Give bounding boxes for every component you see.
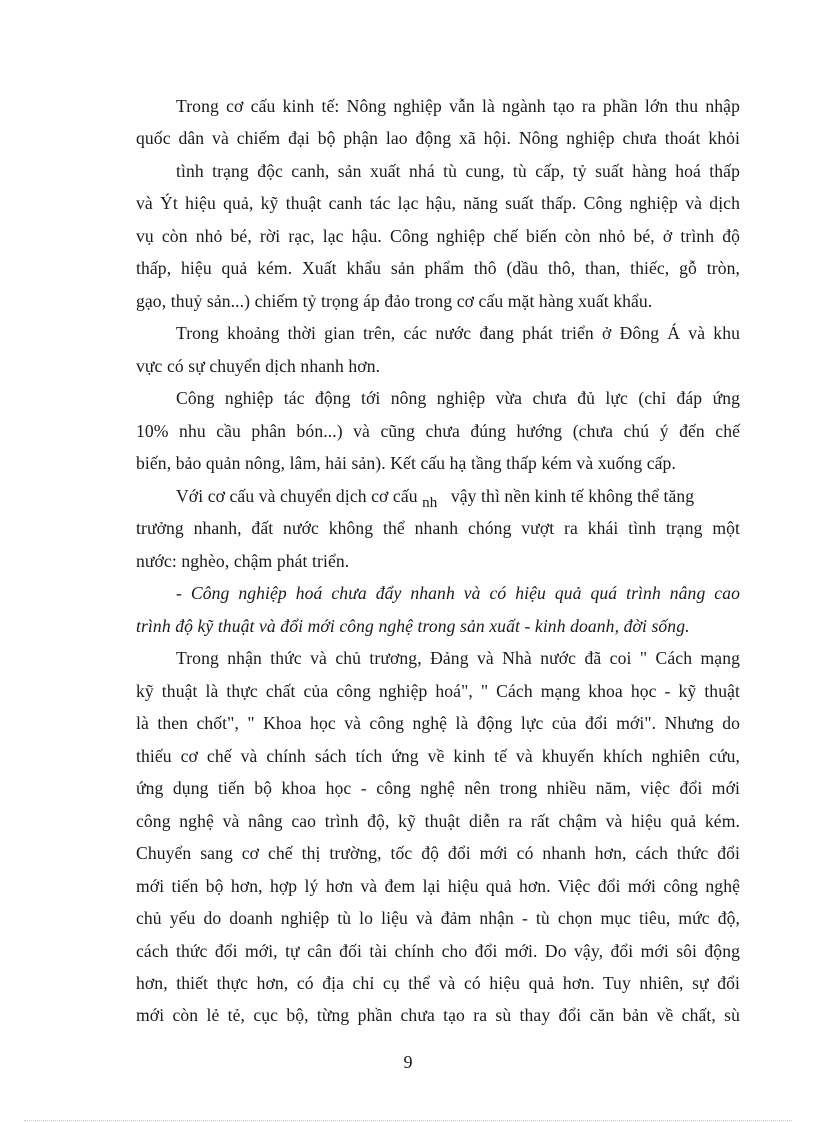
text-line: thiếu cơ chế và chính sách tích ứng về kinh tế và khuyến khích nghiên cứu, [136, 746, 740, 766]
text-line: 10% nhu cầu phân bón...) và cũng chưa đúng hướng (chưa chú ý đến chế [136, 421, 740, 441]
text-line: vụ còn nhỏ bé, rời rạc, lạc hậu. Công nghiệp chế biến còn nhỏ bé, ở trình độ [136, 226, 740, 246]
text-line: cách thức đổi mới, tự cân đối tài chính cho đổi mới. Do vậy, đổi mới sôi động [136, 941, 740, 961]
text-line: nước: nghèo, chậm phát triển. [136, 551, 350, 571]
text-line: Trong nhận thức và chủ trương, Đảng và Nhà nước đã coi " Cách mạng [176, 648, 740, 668]
text-segment: Với cơ cấu và chuyển dịch cơ cấu [176, 486, 423, 506]
text-line: trưởng nhanh, đất nước không thể nhanh chóng vượt ra khái tình trạng một [136, 518, 740, 538]
text-line [176, 484, 740, 510]
text-segment: vậy thì nền kinh tế không thể tăng [437, 486, 695, 506]
text-line: biến, bảo quản nông, lâm, hải sản). Kết cấu hạ tầng thấp kém và xuống cấp. [136, 453, 676, 473]
text-line: hơn, thiết thực hơn, có địa chỉ cụ thể và có hiệu quả hơn. Tuy nhiên, sự đổi [136, 973, 740, 993]
subscript-fragment: nh [422, 495, 438, 511]
text-line: kỹ thuật là thực chất của công nghiệp hoá", " Cách mạng khoa học - kỹ thuật [136, 681, 740, 701]
text-line: Công nghiệp tác động tới nông nghiệp vừa chưa đủ lực (chỉ đáp ứng [176, 388, 740, 408]
page-number: 9 [403, 1052, 413, 1072]
page-bottom-divider [24, 1120, 792, 1121]
text-line: chủ yếu do doanh nghiệp tù lo liệu và đảm nhận - tù chọn mục tiêu, mức độ, [136, 908, 740, 928]
text-line-italic: - Công nghiệp hoá chưa đẩy nhanh và có hiệu quả quá trình nâng cao [176, 583, 740, 603]
text-line: là then chốt", " Khoa học và công nghệ là động lực của đổi mới". Nhưng do [136, 713, 740, 733]
text-line: tình trạng độc canh, sản xuất nhá tù cung, tù cấp, tỷ suất hàng hoá thấp [176, 161, 740, 181]
text-line: vực có sự chuyển dịch nhanh hơn. [136, 356, 381, 376]
text-line: mới còn lẻ tẻ, cục bộ, từng phần chưa tạo ra sù thay đổi căn bản về chất, sù [136, 1005, 740, 1025]
text-line: mới tiến bộ hơn, hợp lý hơn và đem lại hiệu quả hơn. Việc đổi mới công nghệ [136, 876, 740, 896]
text-line: ứng dụng tiến bộ khoa học - công nghệ nên trong nhiều năm, việc đổi mới [136, 778, 740, 798]
text-line: Trong khoảng thời gian trên, các nước đang phát triển ở Đông Á và khu [176, 323, 740, 343]
text-line: và Ýt hiệu quả, kỹ thuật canh tác lạc hậu, năng suất thấp. Công nghiệp và dịch [136, 193, 740, 213]
text-line: Chuyển sang cơ chế thị trường, tốc độ đổi mới có nhanh hơn, cách thức đổi [136, 843, 740, 863]
text-line: công nghệ và nâng cao trình độ, kỹ thuật diễn ra rất chậm và hiệu quả kém. [136, 811, 740, 831]
text-line: quốc dân và chiếm đại bộ phận lao động xã hội. Nông nghiệp chưa thoát khỏi [136, 128, 740, 148]
text-line-italic: trình độ kỹ thuật và đổi mới công nghệ trong sản xuất - kinh doanh, đời sống. [136, 616, 690, 636]
text-line: thấp, hiệu quả kém. Xuất khẩu sản phẩm thô (dầu thô, than, thiếc, gỗ tròn, [136, 258, 740, 278]
text-line: Trong cơ cấu kinh tế: Nông nghiệp vẫn là ngành tạo ra phần lớn thu nhập [176, 96, 740, 116]
text-line: gạo, thuỷ sản...) chiếm tỷ trọng áp đảo trong cơ cấu mặt hàng xuất khẩu. [136, 291, 653, 311]
